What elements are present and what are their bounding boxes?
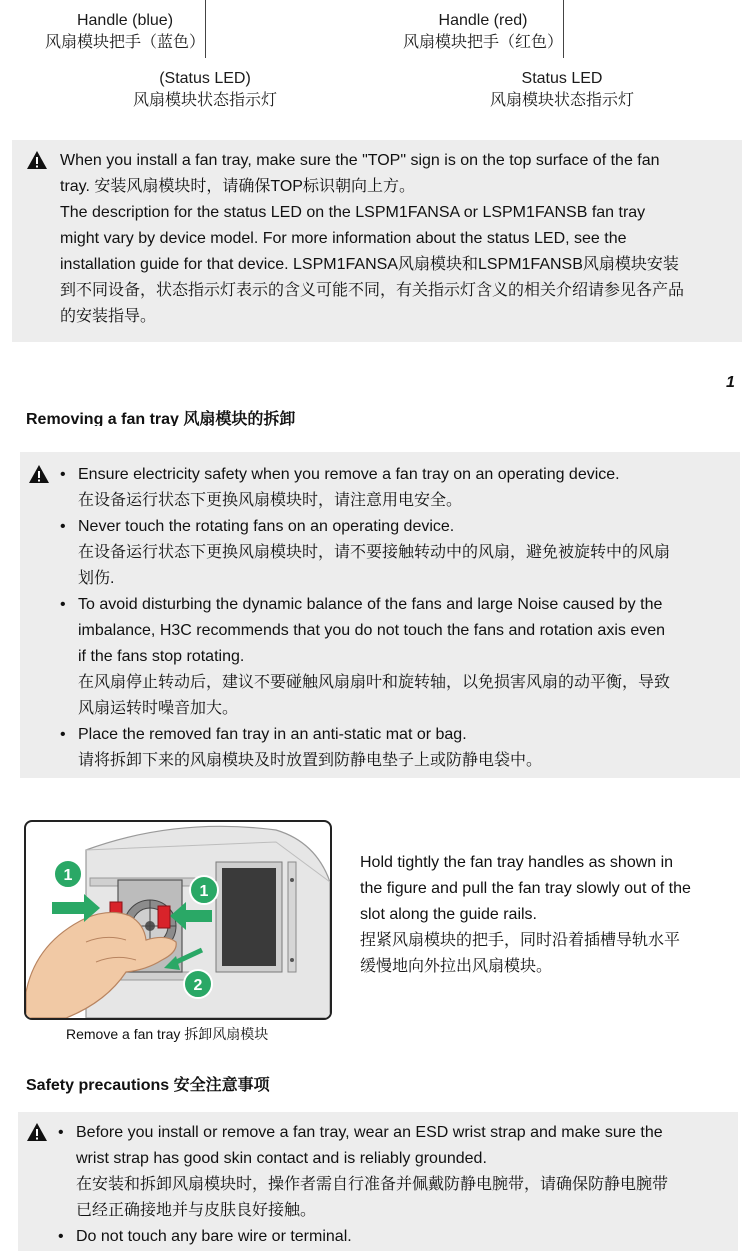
note-text — [58, 462, 738, 774]
warning-icon — [26, 150, 48, 170]
bullet-text-cn: 在风扇停止转动后，建议不要碰触风扇扇叶和旋转轴，以免损害风扇的动平衡，导致 — [78, 674, 671, 691]
page-number: 1 — [726, 374, 735, 391]
bullet-text-en: • Never touch the rotating fans on an operating device. — [78, 518, 455, 535]
note-line: installation guide for that device. LSPM1FANSA风扇模块和LSPM1FANSB风扇模块安装 — [60, 256, 679, 273]
bullet-text-cn: 请将拆卸下来的风扇模块及时放置到防静电垫子上或防静电袋中。 — [78, 752, 543, 769]
instruction-text — [360, 850, 740, 980]
list-item — [56, 1120, 736, 1224]
note-line: might vary by device model. For more information about the status LED, see the — [60, 230, 627, 247]
note-line: 到不同设备，状态指示灯表示的含义可能不同，有关指示灯含义的相关介绍请参见各产品 — [60, 282, 685, 299]
handle-red-cn: 风扇模块把手（红色） — [402, 34, 563, 51]
status-led-left-en: (Status LED) — [159, 70, 251, 87]
note-text — [60, 148, 740, 330]
bullet-text-en: • Do not touch any bare wire or terminal. — [76, 1228, 352, 1245]
bullet-text-en: • To avoid disturbing the dynamic balance of the fans and large Noise caused by the — [78, 596, 663, 613]
note-line: The description for the status LED on the LSPM1FANSA or LSPM1FANSB fan tray — [60, 204, 646, 221]
note-box-install — [12, 140, 742, 342]
bullet-text-cn: 在设备运行状态下更换风扇模块时，请不要接触转动中的风扇，避免被旋转中的风扇 — [78, 544, 671, 561]
warning-icon — [28, 464, 50, 484]
handle-red-label — [388, 10, 578, 54]
step-2-marker: 2 — [193, 977, 203, 994]
handle-red-en: Handle (red) — [438, 12, 528, 29]
bullet-text-en: • Ensure electricity safety when you remove a fan tray on an operating device. — [78, 466, 620, 483]
section-title-clip — [26, 410, 426, 426]
handle-blue-en: Handle (blue) — [76, 12, 174, 29]
note-line: 的安装指导。 — [60, 308, 157, 325]
list-item — [58, 722, 738, 774]
safety-heading: Safety precautions 安全注意事项 — [26, 1077, 270, 1094]
bullet-text-cn: 在安装和拆卸风扇模块时，操作者需自行准备并佩戴防静电腕带，请确保防静电腕带 — [76, 1176, 669, 1193]
handle-blue-cn: 风扇模块把手（蓝色） — [44, 34, 205, 51]
note-line: When you install a fan tray, make sure the "TOP" sign is on the top surface of the fan — [60, 152, 660, 169]
section-title: Removing a fan tray 风扇模块的拆卸 — [26, 411, 296, 426]
handle-blue-label — [30, 10, 220, 54]
instruction-line: 捏紧风扇模块的把手，同时沿着插槽导轨水平 — [360, 932, 681, 949]
status-led-right-en: Status LED — [521, 70, 603, 87]
status-led-right-cn: 风扇模块状态指示灯 — [489, 92, 634, 109]
bullet-text-en: if the fans stop rotating. — [78, 648, 245, 665]
bullet-text-cn: 在设备运行状态下更换风扇模块时，请注意用电安全。 — [78, 492, 463, 509]
step-1-marker: 1 — [63, 867, 73, 884]
instruction-line: slot along the guide rails. — [360, 906, 537, 923]
bullet-text-cn: 划伤. — [78, 570, 115, 587]
list-item — [58, 514, 738, 592]
note-box-safety — [18, 1112, 738, 1251]
status-led-right-label — [472, 68, 652, 112]
step-1-marker: 1 — [199, 883, 209, 900]
note-text — [56, 1120, 736, 1250]
note-box-removal — [20, 452, 740, 778]
status-led-left-label — [115, 68, 295, 112]
figure-caption: Remove a fan tray 拆卸风扇模块 — [66, 1026, 269, 1042]
instruction-line: the figure and pull the fan tray slowly out of the — [360, 880, 691, 897]
instruction-line: 缓慢地向外拉出风扇模块。 — [360, 958, 553, 975]
instruction-line: Hold tightly the fan tray handles as shown in — [360, 854, 674, 871]
list-item — [56, 1224, 736, 1250]
note-line: tray. 安装风扇模块时，请确保TOP标识朝向上方。 — [60, 178, 415, 195]
status-led-left-cn: 风扇模块状态指示灯 — [132, 92, 277, 109]
list-item — [58, 462, 738, 514]
bullet-text-cn: 已经正确接地并与皮肤良好接触。 — [76, 1202, 317, 1219]
list-item — [58, 592, 738, 722]
remove-fan-tray-figure — [24, 820, 332, 1020]
warning-icon — [26, 1122, 48, 1142]
bullet-text-cn: 风扇运转时噪音加大。 — [78, 700, 239, 717]
bullet-text-en: • Place the removed fan tray in an anti-static mat or bag. — [78, 726, 467, 743]
bullet-text-en: wrist strap has good skin contact and is reliably grounded. — [76, 1150, 487, 1167]
bullet-text-en: • Before you install or remove a fan tray, wear an ESD wrist strap and make sure the — [76, 1124, 663, 1141]
bullet-text-en: imbalance, H3C recommends that you do not touch the fans and rotation axis even — [78, 622, 666, 639]
fan-tray-illustration — [26, 822, 330, 1018]
